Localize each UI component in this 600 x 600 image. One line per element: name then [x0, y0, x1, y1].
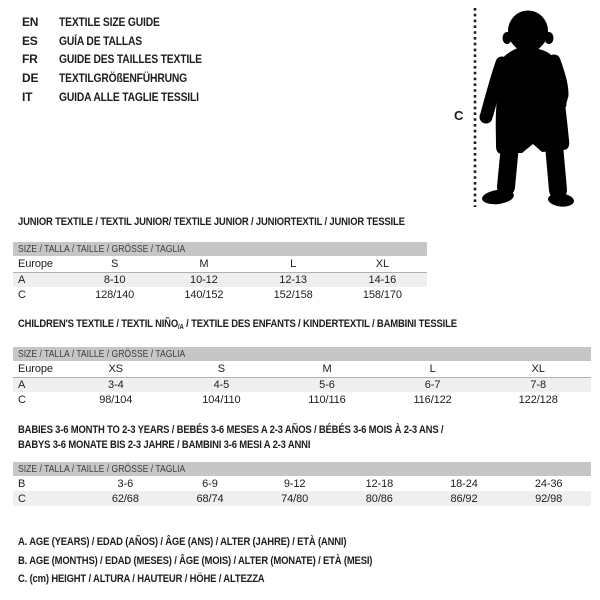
size-cell: S — [169, 361, 275, 377]
baby-height-figure — [430, 0, 600, 215]
footnote-c-text: C. (cm) HEIGHT / ALTURA / HAUTEUR / HÖHE / ALTEZZA — [18, 573, 265, 586]
section-title — [18, 423, 591, 453]
size-cell: XL — [485, 361, 591, 377]
height-label: C — [454, 108, 464, 123]
region-label: Europe — [13, 256, 70, 272]
value-cell: 116/122 — [413, 393, 452, 406]
language-row — [22, 69, 225, 88]
value-cell: 6-9 — [202, 477, 218, 490]
value-cell: 5-6 — [274, 377, 380, 392]
table-row — [13, 491, 591, 506]
table-row — [13, 287, 427, 302]
value-cell: 3-4 — [63, 377, 169, 392]
region-label: Europe — [13, 361, 63, 377]
size-header-row — [13, 361, 591, 377]
language-title: GUÍA DE TALLAS — [59, 33, 143, 48]
footnote-a — [18, 533, 430, 552]
title-part: / TEXTILE DES ENFANTS / KINDERTEXTIL / BAMBINI TESSILE — [183, 318, 457, 330]
value-cell: 86/92 — [422, 491, 507, 506]
value-cell: 62/68 — [83, 491, 168, 506]
section-title-line2: BABYS 3-6 MONATE BIS 2-3 JAHRE / BAMBINI 3-6 MESI A 2-3 ANNI — [18, 439, 311, 451]
value-cell: 128/140 — [95, 288, 135, 301]
table-header-label: SIZE / TALLA / TAILLE / GRÖSSE / TAGLIA — [18, 463, 186, 475]
table-row — [13, 377, 591, 392]
section-title-line1: BABIES 3-6 MONTH TO 2-3 YEARS / BEBÉS 3-6 MESES A 2-3 AÑOS / BÉBÉS 3-6 MOIS À 2-3 ANS / — [18, 424, 444, 436]
title-part: CHILDREN'S TEXTILE / TEXTIL NIÑO — [18, 318, 179, 330]
language-title: GUIDA ALLE TAGLIE TESSILI — [59, 89, 199, 104]
language-row — [22, 50, 225, 69]
value-cell: 7-8 — [485, 377, 591, 392]
footnote-b — [18, 552, 430, 571]
language-row — [22, 13, 225, 32]
table-row — [13, 272, 427, 287]
value-cell: 74/80 — [252, 491, 337, 506]
table-header-bar — [13, 347, 591, 361]
baby-silhouette-icon — [480, 11, 575, 208]
section-title-text — [18, 318, 457, 334]
section-children — [13, 318, 591, 407]
table-header-bar — [13, 462, 591, 476]
row-label: C — [18, 288, 26, 301]
language-code: IT — [22, 89, 33, 104]
section-title — [18, 318, 591, 334]
value-cell: 9-12 — [283, 477, 306, 490]
value-cell: 18-24 — [450, 477, 478, 490]
section-title-text: JUNIOR TEXTILE / TEXTIL JUNIOR/ TEXTILE JUNIOR / JUNIORTEXTIL / JUNIOR TESSILE — [18, 216, 405, 228]
junior-size-table — [13, 242, 427, 302]
value-cell: 98/104 — [99, 393, 133, 406]
value-cell: 110/116 — [308, 393, 346, 406]
language-code: ES — [22, 33, 38, 48]
value-cell: 10-12 — [159, 272, 248, 287]
row-label: C — [13, 491, 83, 506]
value-cell: 3-6 — [117, 477, 134, 490]
footnote-b-text: B. AGE (MONTHS) / EDAD (MESES) / ÂGE (MOIS) / ALTER (MONATE) / ETÀ (MESI) — [18, 554, 373, 567]
babies-size-table — [13, 462, 591, 506]
value-cell: 68/74 — [168, 491, 253, 506]
value-cell: 24-36 — [534, 477, 563, 490]
title-subscript: /A — [178, 324, 184, 331]
size-cell: XS — [63, 361, 169, 377]
table-header-row — [13, 347, 591, 361]
size-cell: XL — [338, 256, 427, 272]
row-label: A — [13, 377, 63, 392]
value-cell: 14-16 — [338, 272, 427, 287]
table-header-bar — [13, 242, 427, 256]
value-cell: 8-10 — [70, 272, 159, 287]
table-header-label: SIZE / TALLA / TAILLE / GRÖSSE / TAGLIA — [18, 243, 186, 255]
section-junior — [13, 216, 427, 302]
language-title: TEXTILE SIZE GUIDE — [59, 15, 160, 29]
value-cell: 140/152 — [184, 288, 224, 301]
size-cell: L — [249, 256, 338, 272]
row-label: C — [18, 393, 26, 406]
language-title: GUIDE DES TAILLES TEXTILE — [59, 52, 202, 67]
legend-footnotes — [18, 533, 430, 589]
language-code: FR — [22, 52, 38, 67]
size-cell: M — [159, 256, 248, 272]
section-title — [18, 216, 427, 228]
language-row — [22, 32, 225, 51]
size-cell: S — [70, 256, 159, 272]
table-header-row — [13, 462, 591, 476]
footnote-a-text: A. AGE (YEARS) / EDAD (AÑOS) / ÂGE (ANS) / ALTER (JAHRE) / ETÀ (ANNI) — [18, 536, 347, 548]
section-babies — [13, 423, 591, 506]
language-row — [22, 88, 225, 107]
language-title: TEXTILGRÖßENFÜHRUNG — [59, 71, 188, 86]
table-header-label: SIZE / TALLA / TAILLE / GRÖSSE / TAGLIA — [18, 348, 186, 360]
value-cell: 104/110 — [202, 393, 241, 406]
value-cell: 12-18 — [365, 477, 394, 490]
children-size-table — [13, 347, 591, 407]
size-header-row — [13, 256, 427, 272]
footnote-c — [18, 570, 430, 589]
value-cell: 158/170 — [362, 288, 402, 301]
language-code: EN — [22, 15, 39, 29]
language-list — [22, 13, 225, 107]
table-header-row — [13, 242, 427, 256]
value-cell: 152/158 — [273, 288, 313, 301]
size-cell: M — [274, 361, 380, 377]
row-label: A — [13, 272, 70, 287]
table-row — [13, 476, 591, 491]
table-row — [13, 392, 591, 407]
size-cell: L — [380, 361, 486, 377]
value-cell: 12-13 — [249, 272, 338, 287]
value-cell: 92/98 — [506, 491, 591, 506]
row-label: B — [18, 477, 26, 490]
value-cell: 6-7 — [380, 377, 486, 392]
value-cell: 4-5 — [169, 377, 275, 392]
language-code: DE — [22, 71, 39, 86]
value-cell: 122/128 — [518, 393, 558, 406]
value-cell: 80/86 — [337, 491, 422, 506]
